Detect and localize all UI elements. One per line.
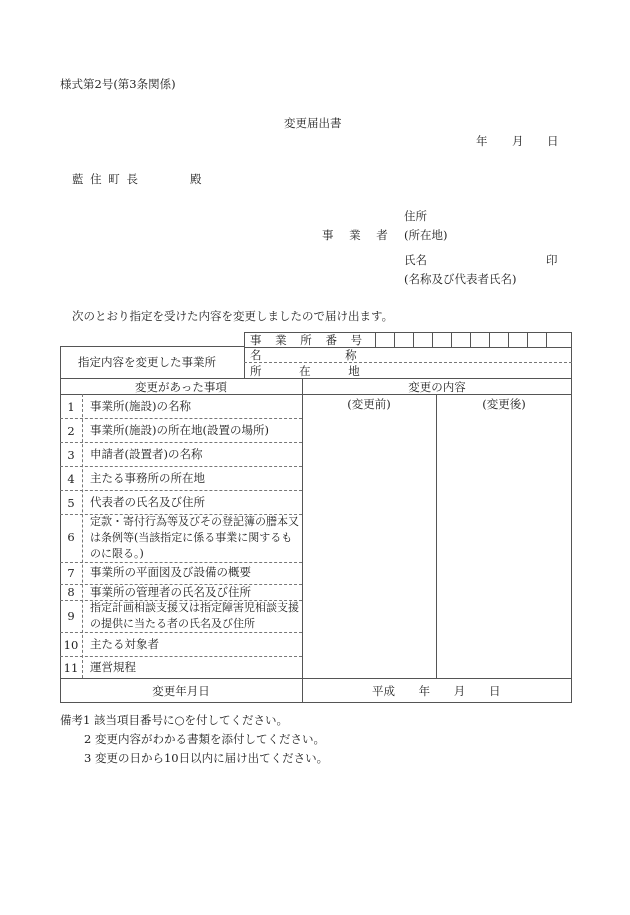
office-location-label: 所 在 地 bbox=[250, 364, 360, 378]
date-month: 月 bbox=[512, 134, 524, 148]
after-header: (変更後) bbox=[482, 397, 526, 411]
content-header: 変更の内容 bbox=[408, 380, 466, 394]
date-year: 年 bbox=[476, 134, 488, 148]
seal-mark: 印 bbox=[546, 253, 558, 267]
item-number: 2 bbox=[67, 424, 75, 438]
item-text: 指定計画相談支援又は指定障害児相談支援の提供に当たる者の氏名及び住所 bbox=[90, 601, 299, 630]
item-text: 事業所の管理者の氏名及び住所 bbox=[90, 585, 251, 599]
office-name-label: 名 称 bbox=[250, 348, 357, 362]
items-header: 変更があった事項 bbox=[135, 380, 227, 394]
item-number: 5 bbox=[67, 496, 75, 510]
item-number: 9 bbox=[67, 609, 75, 623]
change-date-label: 変更年月日 bbox=[152, 684, 210, 698]
address-sub-label: (所在地) bbox=[404, 228, 448, 242]
item-number: 1 bbox=[67, 400, 75, 414]
item-number: 6 bbox=[67, 530, 75, 544]
office-label: 指定内容を変更した事業所 bbox=[78, 355, 216, 369]
applicant-role: 事 業 者 bbox=[322, 228, 388, 242]
note-2: 2 変更内容がわかる書類を添付してください。 bbox=[84, 732, 325, 746]
item-number: 11 bbox=[63, 661, 79, 675]
item-text: 事業所(施設)の名称 bbox=[90, 399, 191, 413]
change-date-value: 平成 年 月 日 bbox=[372, 684, 501, 698]
item-text: 主たる事務所の所在地 bbox=[90, 471, 205, 485]
item-number: 10 bbox=[63, 638, 79, 652]
item-number: 4 bbox=[67, 472, 75, 486]
item-text: 運営規程 bbox=[90, 660, 136, 674]
before-header: (変更前) bbox=[347, 397, 391, 411]
page-title: 変更届出書 bbox=[284, 116, 342, 130]
item-number: 7 bbox=[67, 566, 75, 580]
form-number: 様式第2号(第3条関係) bbox=[60, 77, 176, 91]
item-text: 代表者の氏名及び住所 bbox=[90, 495, 205, 509]
date-day: 日 bbox=[547, 134, 559, 148]
intro-text: 次のとおり指定を受けた内容を変更しましたので届け出ます。 bbox=[72, 309, 394, 323]
note-3: 3 変更の日から10日以内に届け出てください。 bbox=[84, 751, 329, 765]
item-text: 申請者(設置者)の名称 bbox=[90, 447, 203, 461]
addressee-honorific: 殿 bbox=[190, 172, 202, 186]
name-label: 氏名 bbox=[404, 253, 427, 267]
office-number-label: 事 業 所 番 号 bbox=[250, 333, 363, 347]
addressee-name: 藍 住 町 長 bbox=[72, 172, 138, 186]
name-sub-label: (名称及び代表者氏名) bbox=[404, 272, 517, 286]
item-number: 8 bbox=[67, 585, 75, 599]
item-text: 事業所の平面図及び設備の概要 bbox=[90, 565, 251, 579]
address-label: 住所 bbox=[404, 209, 427, 223]
note-1: 備考1 該当項目番号に○を付してください。 bbox=[60, 713, 289, 727]
item-text: 主たる対象者 bbox=[90, 637, 159, 651]
item-text: 事業所(施設)の所在地(設置の場所) bbox=[90, 423, 269, 437]
item-number: 3 bbox=[67, 448, 75, 462]
item-text: 定款・寄付行為等及びその登記簿の謄本又は条例等(当該指定に係る事業に関するものに限る。) bbox=[90, 515, 299, 560]
